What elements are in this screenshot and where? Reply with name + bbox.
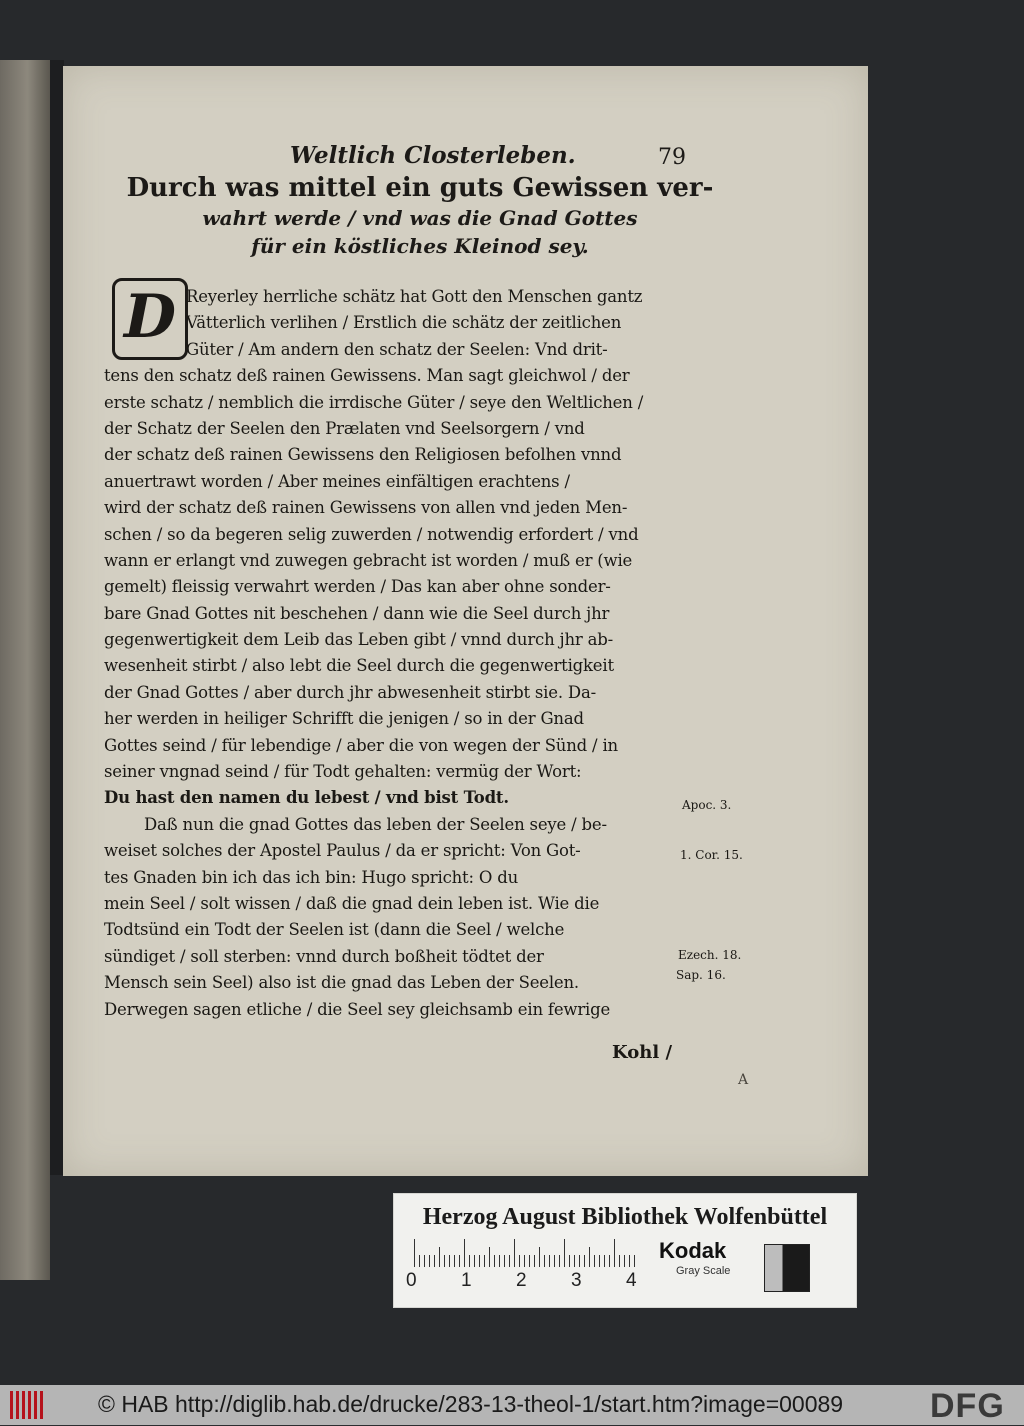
ruler-tick [449,1255,450,1267]
decorated-initial: D [112,278,188,360]
left-page-fragment [0,60,50,1280]
text-line: gemelt) fleissig verwahrt werden / Das kan aber ohne sonder- [104,577,611,597]
ruler-tick [509,1255,510,1267]
ruler-tick [619,1255,620,1267]
ruler-tick [544,1255,545,1267]
ruler-tick [454,1255,455,1267]
ruler-tick [624,1255,625,1267]
ruler-tick [519,1255,520,1267]
text-line: her werden in heiliger Schrifft die jenigen / so in der Gnad [104,709,584,729]
text-line: schen / so da begeren selig zuwerden / notwendig erfordert / vnd [104,524,639,544]
margin-note: Apoc. 3. [682,798,732,812]
text-line: Derwegen sagen etliche / die Seel sey gleichsamb ein fewrige [104,999,611,1019]
ruler-tick [534,1255,535,1267]
ruler-tick [429,1255,430,1267]
text-line: wesenheit stirbt / also lebt die Seel durch die gegenwertigkeit [104,656,614,676]
ruler-tick [634,1255,635,1267]
ruler-tick [564,1239,565,1267]
text-line: anuertrawt worden / Aber meines einfältigen erachtens / [104,471,570,491]
text-line: der Schatz der Seelen den Prælaten vnd Seelsorgern / vnd [104,418,585,438]
hab-logo-icon [10,1391,44,1419]
ruler-tick [559,1255,560,1267]
ruler-tick [584,1255,585,1267]
margin-note: Sap. 16. [676,968,726,982]
ruler-tick [474,1255,475,1267]
kodak-logo: Kodak [659,1238,727,1263]
text-line: wann er erlangt vnd zuwegen gebracht ist worden / muß er (wie [104,550,633,570]
ruler-tick [439,1247,440,1267]
ruler-tick [504,1255,505,1267]
body-text [104,284,684,1023]
text-line: der Gnad Gottes / aber durch jhr abwesenheit stirbt sie. Da- [104,682,596,702]
text-line: bare Gnad Gottes nit beschehen / dann wie die Seel durch jhr [104,603,610,623]
ruler-tick [569,1255,570,1267]
text-line: Du hast den namen du lebest / vnd bist Todt. [104,788,509,808]
footer-bar [0,1385,1024,1425]
margin-note: 1. Cor. 15. [680,848,743,862]
ruler-tick [529,1255,530,1267]
chapter-title [120,172,720,260]
gray-swatch [764,1244,810,1292]
ruler-number: 4 [626,1270,637,1291]
ruler-tick [464,1239,465,1267]
scale-ruler [414,1239,642,1267]
text-line: Gottes seind / für lebendige / aber die von wegen der Sünd / in [104,735,618,755]
title-line-1: Durch was mittel ein guts Gewissen ver- [126,173,714,203]
ruler-tick [539,1247,540,1267]
dfg-logo: DFG [930,1387,1005,1425]
text-line: Todtsünd ein Todt der Seelen ist (dann die Seel / welche [104,920,565,940]
text-line: der schatz deß rainen Gewissens den Religiosen befolhen vnnd [104,445,622,465]
ruler-tick [459,1255,460,1267]
ruler-tick [414,1239,415,1267]
ruler-tick [434,1255,435,1267]
ruler-tick [609,1255,610,1267]
ruler-tick [424,1255,425,1267]
text-line: erste schatz / nemblich die irrdische Güter / seye den Weltlichen / [104,392,644,412]
ruler-tick [479,1255,480,1267]
ruler-tick [419,1255,420,1267]
ruler-number: 2 [516,1270,527,1291]
catchword: Kohl / [612,1042,673,1063]
text-line: tes Gnaden bin ich das ich bin: Hugo spricht: O du [104,867,519,887]
ruler-number: 3 [571,1270,582,1291]
margin-note: Ezech. 18. [678,948,742,962]
text-line: mein Seel / solt wissen / daß die gnad dein leben ist. Wie die [104,893,600,913]
ruler-tick [484,1255,485,1267]
text-line: Mensch sein Seel) also ist die gnad das Leben der Seelen. [104,973,579,993]
library-name: Herzog August Bibliothek Wolfenbüttel [422,1204,828,1230]
running-head: Weltlich Closterleben. [290,142,576,169]
text-line: Reyerley herrliche schätz hat Gott den Menschen gantz [186,287,643,306]
ruler-tick [489,1247,490,1267]
ruler-tick [614,1239,615,1267]
ruler-tick [574,1255,575,1267]
ruler-tick [514,1239,515,1267]
ruler-tick [499,1255,500,1267]
signature-mark: A [738,1072,749,1088]
title-line-2: wahrt werde / vnd was die Gnad Gottes [202,206,638,230]
ruler-numbers [406,1270,656,1294]
ruler-number: 0 [406,1270,417,1291]
gray-scale-label: Gray Scale [676,1265,731,1277]
text-line: Vätterlich verlihen / Erstlich die schätz der zeitlichen [186,313,622,333]
ruler-tick [594,1255,595,1267]
text-line: gegenwertigkeit dem Leib das Leben gibt / vnnd durch jhr ab- [104,630,613,650]
text-line: tens den schatz deß rainen Gewissens. Man sagt gleichwol / der [104,366,630,386]
page-number: 79 [658,145,686,170]
ruler-tick [444,1255,445,1267]
text-line: Güter / Am andern den schatz der Seelen: Vnd drit- [186,339,608,359]
ruler-tick [579,1255,580,1267]
color-target-card [393,1193,857,1308]
ruler-tick [604,1255,605,1267]
text-line: Daß nun die gnad Gottes das leben der Seelen seye / be- [144,814,607,834]
text-line: wird der schatz deß rainen Gewissens von allen vnd jeden Men- [104,498,628,518]
ruler-number: 1 [461,1270,472,1291]
ruler-tick [524,1255,525,1267]
ruler-tick [549,1255,550,1267]
ruler-tick [629,1255,630,1267]
credit-link[interactable]: © HAB http://diglib.hab.de/drucke/283-13-theol-1/start.htm?image=00089 [98,1391,844,1417]
text-line: sündiget / soll sterben: vnnd durch boßheit tödtet der [104,946,544,966]
title-line-3: für ein köstliches Kleinod sey. [251,234,589,258]
ruler-tick [599,1255,600,1267]
ruler-tick [469,1255,470,1267]
text-line: weiset solches der Apostel Paulus / da er spricht: Von Got- [104,841,581,861]
ruler-tick [554,1255,555,1267]
ruler-tick [589,1247,590,1267]
book-gutter [50,60,64,1175]
ruler-tick [494,1255,495,1267]
text-line: seiner vngnad seind / für Todt gehalten: vermüg der Wort: [104,762,582,782]
